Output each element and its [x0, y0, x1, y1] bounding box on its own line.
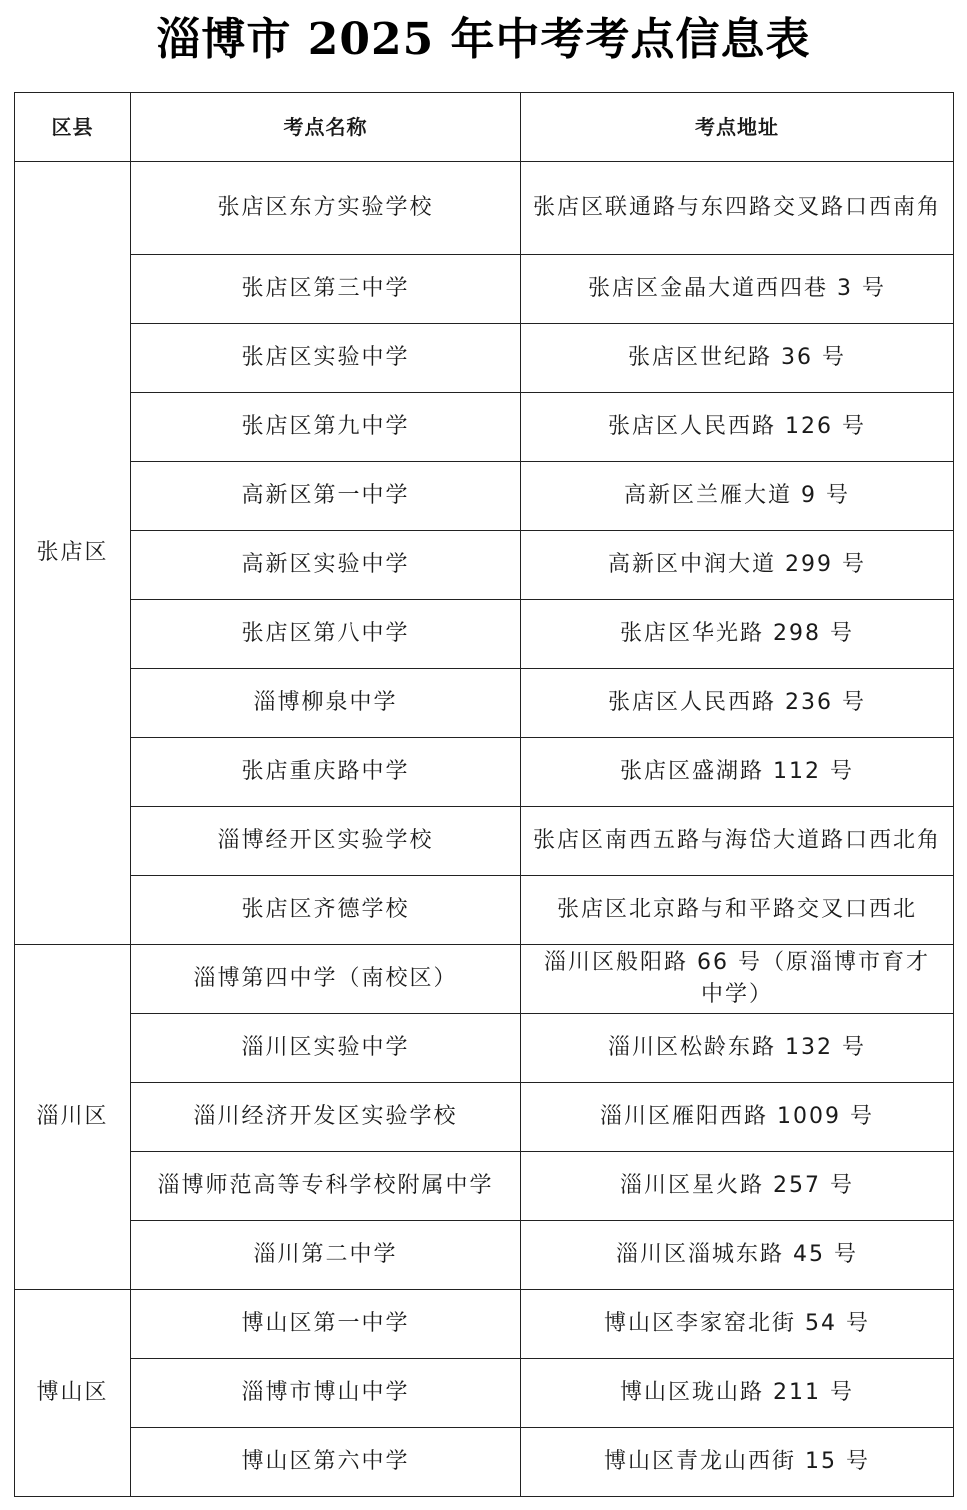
site-address-cell: 博山区珑山路 211 号: [521, 1359, 954, 1428]
site-address-cell: 张店区盛湖路 112 号: [521, 738, 954, 807]
site-name-cell: 张店区第八中学: [131, 600, 521, 669]
table-row: [15, 393, 954, 462]
site-address-cell: 张店区联通路与东四路交叉路口西南角: [521, 162, 954, 255]
site-address-cell: 淄川区松龄东路 132 号: [521, 1014, 954, 1083]
site-name-cell: 张店区实验中学: [131, 324, 521, 393]
site-name-cell: 淄川经济开发区实验学校: [131, 1083, 521, 1152]
column-header-site-name: 考点名称: [131, 93, 521, 162]
table-row: [15, 1221, 954, 1290]
site-name-cell: 淄博第四中学（南校区）: [131, 945, 521, 1014]
table-row: [15, 462, 954, 531]
table-row: [15, 1014, 954, 1083]
site-name-cell: 淄川区实验中学: [131, 1014, 521, 1083]
site-name-cell: 淄博市博山中学: [131, 1359, 521, 1428]
table-row: [15, 876, 954, 945]
site-name-cell: 博山区第六中学: [131, 1428, 521, 1497]
site-address-cell: 博山区青龙山西街 15 号: [521, 1428, 954, 1497]
column-header-site-address: 考点地址: [521, 93, 954, 162]
site-address-cell: 淄川区般阳路 66 号（原淄博市育才中学）: [521, 945, 954, 1014]
site-name-cell: 高新区实验中学: [131, 531, 521, 600]
site-address-cell: 淄川区星火路 257 号: [521, 1152, 954, 1221]
site-address-cell: 博山区李家窑北街 54 号: [521, 1290, 954, 1359]
table-row: [15, 1152, 954, 1221]
site-address-cell: 高新区兰雁大道 9 号: [521, 462, 954, 531]
site-address-cell: 高新区中润大道 299 号: [521, 531, 954, 600]
table-row: [15, 531, 954, 600]
site-name-cell: 张店区第三中学: [131, 255, 521, 324]
table-row: [15, 600, 954, 669]
site-address-cell: 张店区人民西路 236 号: [521, 669, 954, 738]
site-address-cell: 张店区金晶大道西四巷 3 号: [521, 255, 954, 324]
site-name-cell: 淄博师范高等专科学校附属中学: [131, 1152, 521, 1221]
site-address-cell: 张店区南西五路与海岱大道路口西北角: [521, 807, 954, 876]
site-name-cell: 高新区第一中学: [131, 462, 521, 531]
table-row: [15, 669, 954, 738]
table-row: [15, 255, 954, 324]
table-row: [15, 1428, 954, 1497]
site-name-cell: 张店区东方实验学校: [131, 162, 521, 255]
site-name-cell: 张店区第九中学: [131, 393, 521, 462]
table-row: [15, 1083, 954, 1152]
table-row: [15, 945, 954, 1014]
table-row: [15, 1290, 954, 1359]
site-name-cell: 淄川第二中学: [131, 1221, 521, 1290]
site-name-cell: 淄博柳泉中学: [131, 669, 521, 738]
table-header-row: [15, 93, 954, 162]
site-address-cell: 张店区人民西路 126 号: [521, 393, 954, 462]
column-header-district: 区县: [15, 93, 131, 162]
district-cell: 淄川区: [15, 945, 131, 1290]
exam-site-table: [14, 92, 954, 1497]
table-row: [15, 738, 954, 807]
table-row: [15, 1359, 954, 1428]
district-cell: 张店区: [15, 162, 131, 945]
district-cell: 博山区: [15, 1290, 131, 1497]
site-address-cell: 张店区北京路与和平路交叉口西北: [521, 876, 954, 945]
site-address-cell: 淄川区淄城东路 45 号: [521, 1221, 954, 1290]
table-row: [15, 807, 954, 876]
table-row: [15, 324, 954, 393]
site-address-cell: 张店区世纪路 36 号: [521, 324, 954, 393]
site-name-cell: 淄博经开区实验学校: [131, 807, 521, 876]
page-title: 淄博市 2025 年中考考点信息表: [156, 14, 811, 65]
site-name-cell: 博山区第一中学: [131, 1290, 521, 1359]
table-row: [15, 162, 954, 255]
site-address-cell: 淄川区雁阳西路 1009 号: [521, 1083, 954, 1152]
site-name-cell: 张店区齐德学校: [131, 876, 521, 945]
site-address-cell: 张店区华光路 298 号: [521, 600, 954, 669]
site-name-cell: 张店重庆路中学: [131, 738, 521, 807]
